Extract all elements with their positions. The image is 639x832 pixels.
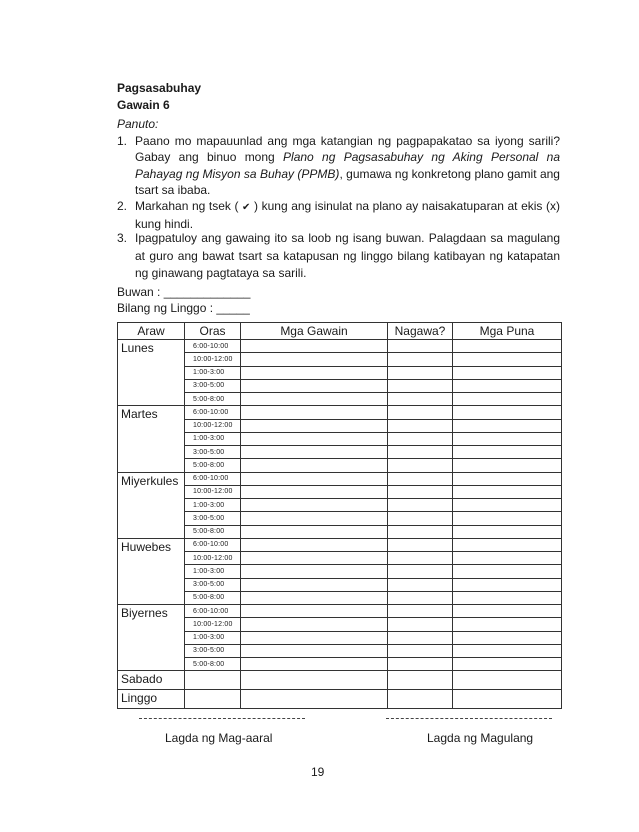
activity-cell[interactable]	[241, 578, 388, 591]
table-row	[118, 485, 562, 498]
instruction-text: ) kung ang isinulat na plano ay naisakatuparan at ekis (x) kung hindi.	[135, 199, 560, 232]
instruction-emphasis: Plano ng Pagsasabuhay ng Aking Personal na Pahayag ng Misyon sa Buhay (PPMB)	[135, 150, 560, 181]
activity-cell[interactable]	[241, 618, 388, 631]
time-cell: 3:00-5:00	[185, 379, 241, 392]
time-cell: 10:00-12:00	[185, 353, 241, 366]
done-cell[interactable]	[388, 432, 453, 445]
instructions-heading: Panuto:	[117, 117, 159, 131]
done-cell[interactable]	[388, 353, 453, 366]
remarks-cell[interactable]	[453, 393, 562, 406]
table-row	[118, 658, 562, 671]
instruction-text: Paano mo mapauunlad ang mga katangian ng pagpapakatao sa iyong sarili? Gabay ang binuo mong	[135, 134, 560, 165]
instruction-text: Ipagpatuloy ang gawaing ito sa loob ng isang buwan. Palagdaan sa magulang at guro ang bawat tsart sa katapusan ng linggo bilang katibayan ng katapatan ng ginawang pagtataya sa sarili.	[135, 231, 560, 280]
check-mark-icon: ✔	[242, 202, 251, 213]
parent-signature-label: Lagda ng Magulang	[427, 731, 534, 745]
time-cell: 1:00-3:00	[185, 366, 241, 379]
table-row	[118, 525, 562, 538]
time-cell: 5:00-8:00	[185, 591, 241, 604]
time-cell: 6:00-10:00	[185, 538, 241, 551]
header-done: Nagawa?	[388, 323, 453, 340]
done-cell[interactable]	[388, 525, 453, 538]
time-cell: 1:00-3:00	[185, 565, 241, 578]
activity-cell[interactable]	[241, 690, 388, 709]
parent-signature-line[interactable]	[386, 718, 552, 719]
remarks-cell[interactable]	[453, 419, 562, 432]
week-number-field[interactable]: Bilang ng Linggo : _____	[117, 301, 250, 315]
remarks-cell[interactable]	[453, 485, 562, 498]
time-cell: 6:00-10:00	[185, 472, 241, 485]
done-cell[interactable]	[388, 618, 453, 631]
time-cell: 1:00-3:00	[185, 499, 241, 512]
student-signature-line[interactable]	[139, 718, 305, 719]
remarks-cell[interactable]	[453, 538, 562, 551]
done-cell[interactable]	[388, 671, 453, 690]
table-row	[118, 379, 562, 392]
activity-cell[interactable]	[241, 353, 388, 366]
day-cell: Huwebes	[118, 538, 185, 604]
month-field[interactable]: Buwan : _____________	[117, 285, 251, 299]
table-row	[118, 644, 562, 657]
table-row	[118, 366, 562, 379]
done-cell[interactable]	[388, 512, 453, 525]
activity-cell[interactable]	[241, 485, 388, 498]
done-cell[interactable]	[388, 565, 453, 578]
activity-cell[interactable]	[241, 366, 388, 379]
activity-cell[interactable]	[241, 658, 388, 671]
remarks-cell[interactable]	[453, 366, 562, 379]
section-title: Pagsasabuhay	[117, 81, 202, 95]
table-row	[118, 512, 562, 525]
instruction-item-3	[117, 230, 560, 283]
page-number: 19	[311, 765, 325, 779]
done-cell[interactable]	[388, 591, 453, 604]
remarks-cell[interactable]	[453, 459, 562, 472]
table-row	[118, 406, 562, 419]
activity-cell[interactable]	[241, 512, 388, 525]
done-cell[interactable]	[388, 631, 453, 644]
table-row	[118, 393, 562, 406]
instruction-number: 3.	[117, 231, 128, 245]
time-cell: 1:00-3:00	[185, 631, 241, 644]
header-day: Araw	[118, 323, 185, 340]
activity-title: Gawain 6	[117, 98, 170, 112]
header-time: Oras	[185, 323, 241, 340]
table-row	[118, 446, 562, 459]
day-cell: Martes	[118, 406, 185, 472]
done-cell[interactable]	[388, 485, 453, 498]
schedule-table	[117, 322, 562, 709]
activity-cell[interactable]	[241, 459, 388, 472]
remarks-cell[interactable]	[453, 472, 562, 485]
activity-cell[interactable]	[241, 591, 388, 604]
student-signature-label: Lagda ng Mag-aaral	[165, 731, 273, 745]
done-cell[interactable]	[388, 552, 453, 565]
time-cell: 10:00-12:00	[185, 485, 241, 498]
remarks-cell[interactable]	[453, 565, 562, 578]
done-cell[interactable]	[388, 605, 453, 618]
remarks-cell[interactable]	[453, 525, 562, 538]
table-row	[118, 605, 562, 618]
done-cell[interactable]	[388, 406, 453, 419]
remarks-cell[interactable]	[453, 353, 562, 366]
remarks-cell[interactable]	[453, 406, 562, 419]
activity-cell[interactable]	[241, 552, 388, 565]
activity-cell[interactable]	[241, 631, 388, 644]
activity-cell[interactable]	[241, 538, 388, 551]
done-cell[interactable]	[388, 690, 453, 709]
activity-cell[interactable]	[241, 419, 388, 432]
instruction-number: 2.	[117, 199, 128, 213]
table-row	[118, 419, 562, 432]
remarks-cell[interactable]	[453, 578, 562, 591]
done-cell[interactable]	[388, 446, 453, 459]
remarks-cell[interactable]	[453, 499, 562, 512]
done-cell[interactable]	[388, 459, 453, 472]
time-cell: 1:00-3:00	[185, 432, 241, 445]
remarks-cell[interactable]	[453, 658, 562, 671]
done-cell[interactable]	[388, 366, 453, 379]
activity-cell[interactable]	[241, 446, 388, 459]
day-cell: Sabado	[118, 671, 185, 690]
activity-cell[interactable]	[241, 393, 388, 406]
table-row	[118, 432, 562, 445]
instruction-text: Markahan ng tsek (	[135, 199, 243, 213]
time-cell[interactable]	[185, 690, 241, 709]
instruction-item-1	[117, 133, 560, 199]
time-cell: 10:00-12:00	[185, 552, 241, 565]
remarks-cell[interactable]	[453, 512, 562, 525]
activity-cell[interactable]	[241, 525, 388, 538]
instruction-text: , gumawa ng konkretong plano gamit ang tsart sa ibaba.	[135, 166, 560, 198]
time-cell: 3:00-5:00	[185, 446, 241, 459]
table-row	[118, 690, 562, 709]
table-row	[118, 499, 562, 512]
table-row	[118, 631, 562, 644]
header-remarks: Mga Puna	[453, 323, 562, 340]
remarks-cell[interactable]	[453, 605, 562, 618]
time-cell: 6:00-10:00	[185, 605, 241, 618]
remarks-cell[interactable]	[453, 618, 562, 631]
instruction-number: 1.	[117, 134, 128, 148]
activity-cell[interactable]	[241, 644, 388, 657]
remarks-cell[interactable]	[453, 690, 562, 709]
time-cell: 10:00-12:00	[185, 419, 241, 432]
activity-cell[interactable]	[241, 671, 388, 690]
done-cell[interactable]	[388, 379, 453, 392]
activity-cell[interactable]	[241, 432, 388, 445]
remarks-cell[interactable]	[453, 591, 562, 604]
day-cell: Miyerkules	[118, 472, 185, 538]
time-cell: 5:00-8:00	[185, 525, 241, 538]
time-cell: 5:00-8:00	[185, 393, 241, 406]
activity-cell[interactable]	[241, 472, 388, 485]
day-cell: Biyernes	[118, 605, 185, 671]
done-cell[interactable]	[388, 644, 453, 657]
remarks-cell[interactable]	[453, 552, 562, 565]
table-row	[118, 552, 562, 565]
activity-cell[interactable]	[241, 340, 388, 353]
time-cell[interactable]	[185, 671, 241, 690]
time-cell: 10:00-12:00	[185, 618, 241, 631]
instruction-item-2	[117, 198, 560, 233]
activity-cell[interactable]	[241, 565, 388, 578]
time-cell: 6:00-10:00	[185, 340, 241, 353]
table-row	[118, 618, 562, 631]
table-header-row	[118, 323, 562, 340]
day-cell: Linggo	[118, 690, 185, 709]
done-cell[interactable]	[388, 340, 453, 353]
time-cell: 3:00-5:00	[185, 512, 241, 525]
done-cell[interactable]	[388, 393, 453, 406]
done-cell[interactable]	[388, 472, 453, 485]
table-row	[118, 565, 562, 578]
remarks-cell[interactable]	[453, 340, 562, 353]
activity-cell[interactable]	[241, 406, 388, 419]
activity-cell[interactable]	[241, 605, 388, 618]
activity-cell[interactable]	[241, 499, 388, 512]
table-row	[118, 472, 562, 485]
activity-cell[interactable]	[241, 379, 388, 392]
time-cell: 5:00-8:00	[185, 658, 241, 671]
time-cell: 3:00-5:00	[185, 578, 241, 591]
done-cell[interactable]	[388, 578, 453, 591]
done-cell[interactable]	[388, 419, 453, 432]
table-row	[118, 538, 562, 551]
table-row	[118, 353, 562, 366]
remarks-cell[interactable]	[453, 671, 562, 690]
remarks-cell[interactable]	[453, 432, 562, 445]
table-row	[118, 578, 562, 591]
day-cell: Lunes	[118, 340, 185, 406]
table-row	[118, 671, 562, 690]
remarks-cell[interactable]	[453, 446, 562, 459]
table-row	[118, 459, 562, 472]
remarks-cell[interactable]	[453, 644, 562, 657]
done-cell[interactable]	[388, 658, 453, 671]
time-cell: 5:00-8:00	[185, 459, 241, 472]
remarks-cell[interactable]	[453, 379, 562, 392]
table-row	[118, 340, 562, 353]
done-cell[interactable]	[388, 499, 453, 512]
time-cell: 3:00-5:00	[185, 644, 241, 657]
done-cell[interactable]	[388, 538, 453, 551]
header-activities: Mga Gawain	[241, 323, 388, 340]
table-row	[118, 591, 562, 604]
time-cell: 6:00-10:00	[185, 406, 241, 419]
remarks-cell[interactable]	[453, 631, 562, 644]
